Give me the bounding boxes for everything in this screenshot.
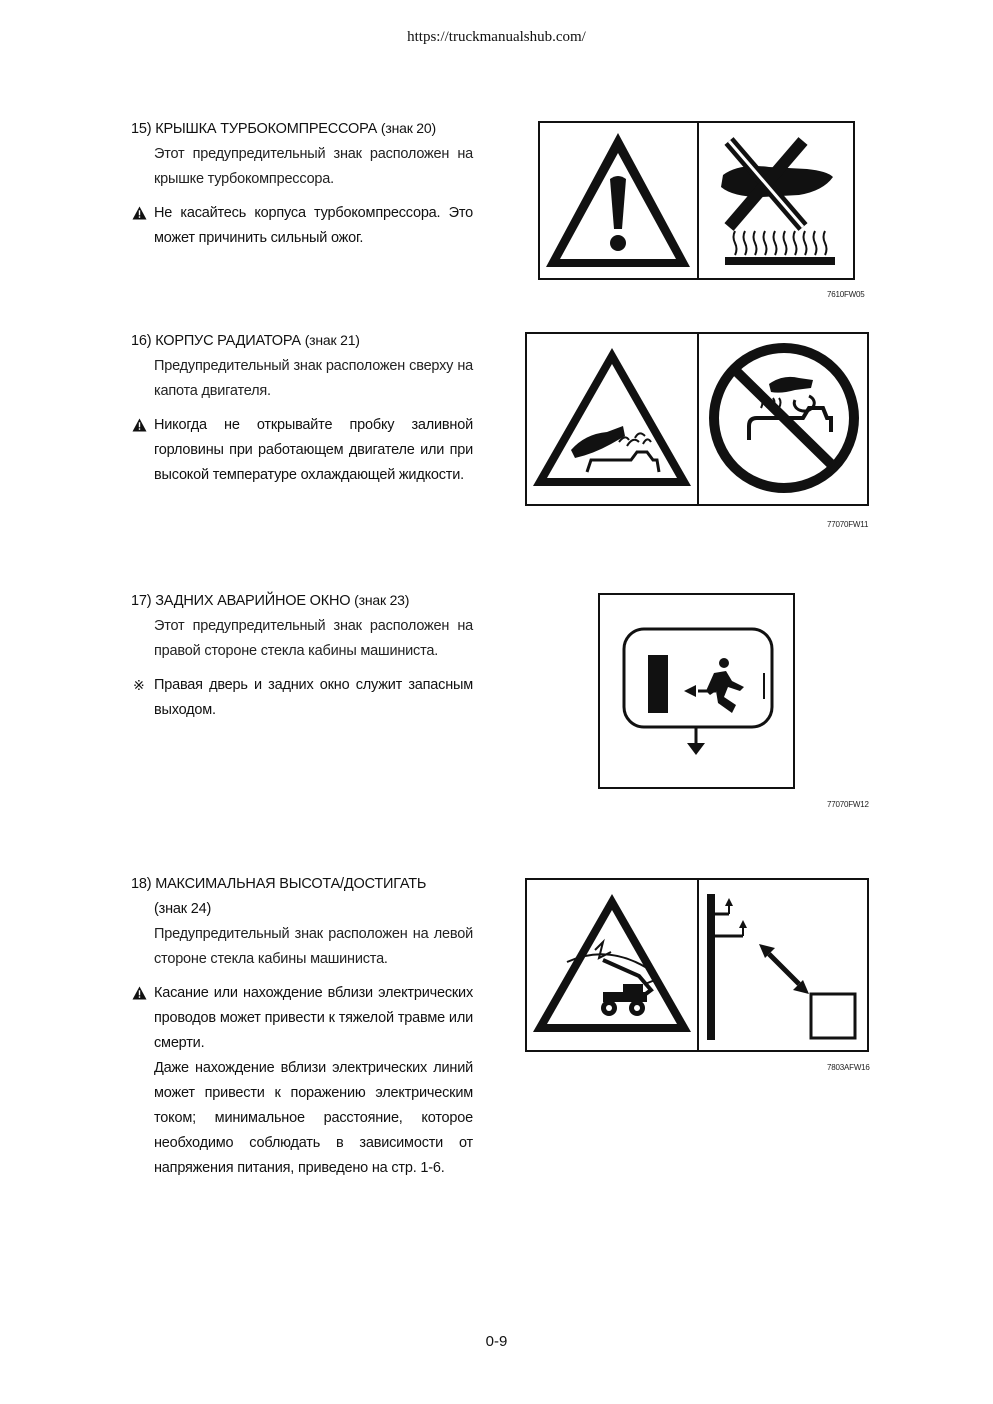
section-number: 18) [131, 876, 152, 892]
warning-triangle-icon [132, 206, 147, 220]
section-number: 17) [131, 593, 152, 609]
general-warning-panel [540, 123, 697, 278]
section-body: Предупредительный знак расположен сверху на капота двигателя. [154, 358, 473, 399]
sign-reference: (знак 23) [354, 592, 410, 608]
image-code: 77070FW12 [827, 800, 869, 809]
section-heading [131, 588, 473, 614]
hot-coolant-warning-panel [527, 334, 697, 504]
section-heading [131, 116, 473, 142]
section-number: 15) [131, 121, 152, 137]
image-code: 7803AFW16 [827, 1063, 870, 1072]
hot-coolant-spray-icon [527, 334, 697, 504]
do-not-open-cap-icon [699, 334, 869, 504]
section-heading [131, 872, 473, 897]
page-number: 0-9 [485, 1333, 508, 1350]
section-turbo-cover [131, 116, 473, 251]
emergency-exit-icon [600, 595, 793, 787]
warning-text: Касание или нахождение вблизи электрических проводов может привести к тяжелой травме или смерти. [154, 985, 473, 1051]
sign-reference: (знак 20) [380, 120, 436, 136]
emergency-exit-sign-image [598, 593, 795, 789]
section-body: Этот предупредительный знак расположен на крышке турбокомпрессора. [154, 146, 473, 187]
note-text: Правая дверь и задних окно служит запасным выходом. [154, 677, 473, 718]
sign-reference: (знак 24) [154, 901, 212, 917]
max-height-sign-image [525, 878, 869, 1052]
warning-text: Никогда не открывайте пробку заливной горловины при работающем двигателе или при высокой температуре охлаждающей жидкости. [154, 417, 473, 483]
warning-extra-text: Даже нахождение вблизи электрических линий может привести к поражению электрическим током; минимальное расстояние, которое необходимо соблюдать в зависимости от напряжения питания, приведено на стр. 1-6. [154, 1060, 473, 1176]
section-body: Предупредительный знак расположен на левой стороне стекла кабины машиниста. [154, 926, 473, 967]
note-paragraph [131, 673, 473, 723]
no-touch-hot-surface-icon [699, 123, 855, 278]
hot-surface-panel [699, 123, 855, 278]
section-heading [131, 328, 473, 354]
turbo-sign-image [538, 121, 855, 280]
electrocution-warning-panel [527, 880, 697, 1050]
section-title: КРЫШКА ТУРБОКОМПРЕССОРА [155, 121, 378, 137]
warning-paragraph [131, 413, 473, 488]
source-url[interactable]: https://truckmanualshub.com/ [407, 29, 586, 45]
sign-reference: (знак 21) [304, 332, 360, 348]
image-code: 7610FW05 [827, 290, 865, 299]
section-max-height [131, 872, 473, 1181]
section-title: МАКСИМАЛЬНАЯ ВЫСОТА/ДОСТИГАТЬ [155, 876, 427, 892]
image-code: 77070FW11 [827, 520, 869, 529]
warning-triangle-icon [132, 986, 147, 1000]
warning-paragraph [131, 981, 473, 1056]
warning-paragraph [131, 201, 473, 251]
radiator-sign-image [525, 332, 869, 506]
section-title: ЗАДНИХ АВАРИЙНОЕ ОКНО [155, 593, 351, 609]
power-line-warning-icon [527, 880, 697, 1050]
warning-text: Не касайтесь корпуса турбокомпрессора. Это может причинить сильный ожог. [154, 205, 473, 246]
section-radiator [131, 328, 473, 488]
section-number: 16) [131, 333, 152, 349]
clearance-distance-icon [699, 880, 869, 1050]
exclamation-warning-icon [540, 123, 697, 278]
section-emergency-window [131, 588, 473, 723]
clearance-panel [699, 880, 869, 1050]
section-title: КОРПУС РАДИАТОРА [155, 333, 301, 349]
note-mark: ※ [133, 677, 145, 693]
no-open-cap-panel [699, 334, 869, 504]
warning-triangle-icon [132, 418, 147, 432]
section-body: Этот предупредительный знак расположен на правой стороне стекла кабины машиниста. [154, 618, 473, 659]
